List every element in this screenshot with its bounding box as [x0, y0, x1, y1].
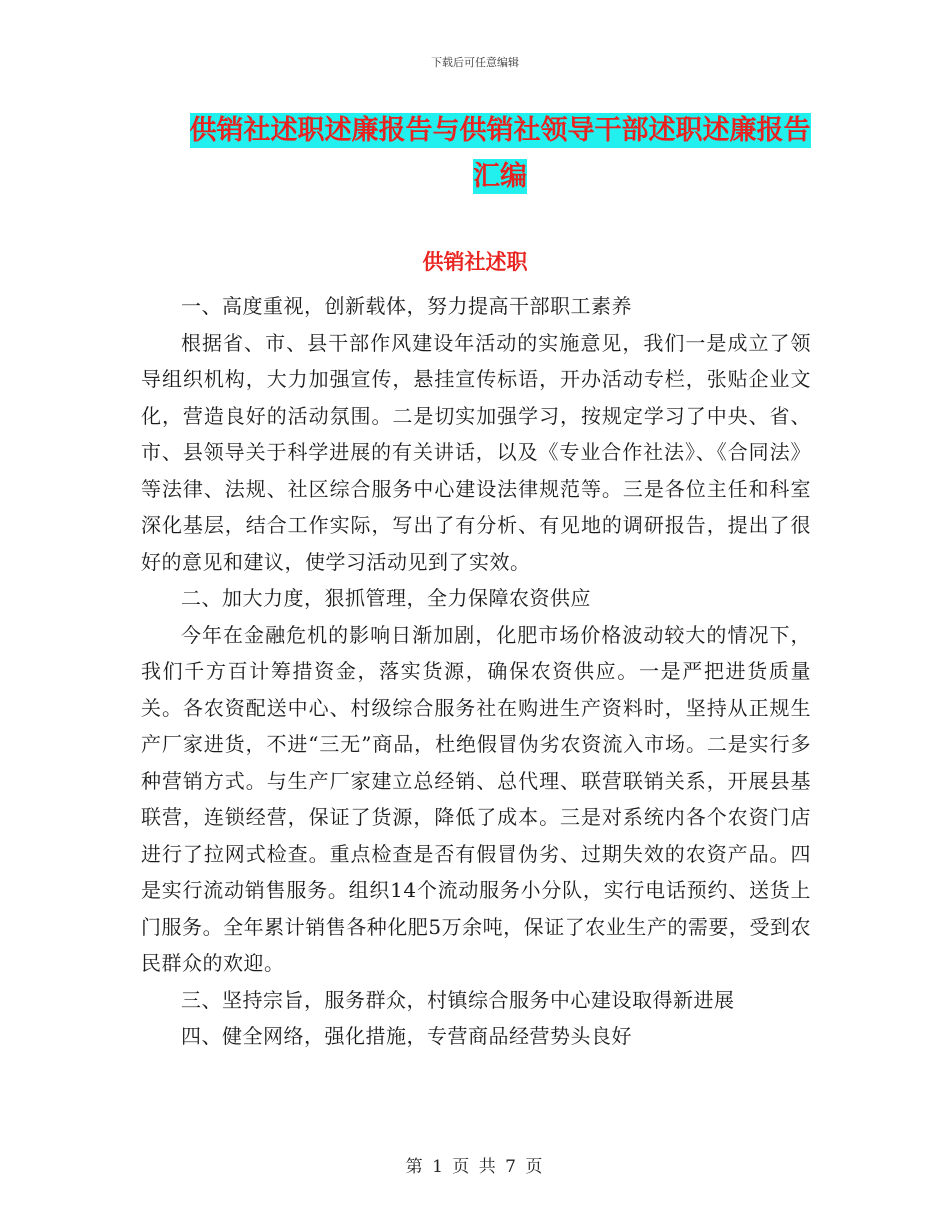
- document-title: [180, 108, 820, 200]
- paragraph-heading-4: 四、健全网络，强化措施，专营商品经营势头良好: [181, 1024, 632, 1048]
- section-title: 供销社述职: [422, 250, 528, 274]
- document-title-text: 供销社述职述廉报告与供销社领导干部述职述廉报告汇编: [189, 115, 811, 192]
- paragraph-heading-2: 二、加大力度，狠抓管理，全力保障农资供应: [181, 586, 591, 610]
- paragraph-heading-3: 三、坚持宗旨，服务群众，村镇综合服务中心建设取得新进展: [181, 987, 735, 1012]
- paragraph-2: 今年在金融危机的影响日渐加剧，化肥市场价格波动较大的情况下，我们千方百计筹措资金，落实货源，确保农资供应。一是严把进货质量关。各农资配送中心、村级综合服务社在购进生产资料时，坚持从正规生产厂家进货，不进“三无”商品，杜绝假冒伪劣农资流入市场。二是实行多种营销方式。与生产厂家建立总经销、总代理、联营联销关系，开展县基联营，连锁经营，保证了货源，降低了成本。三是对系统内各个农资门店进行了拉网式检查。重点检查是否有假冒伪劣、过期失效的农资产品。四是实行流动销售服务。组织14个流动服务小分队，实行电话预约、送货上门服务。全年累计销售各种化肥5万余吨，保证了农业生产的需要，受到农民群众的欢迎。: [141, 622, 811, 975]
- page-header: 下载后可任意编辑: [431, 56, 519, 69]
- document-body: [141, 288, 811, 1055]
- page-footer: 第 1 页 共 7 页: [405, 1157, 545, 1177]
- paragraph-1: 根据省、市、县干部作风建设年活动的实施意见，我们一是成立了领导组织机构，大力加强宣传，悬挂宣传标语，开办活动专栏，张贴企业文化，营造良好的活动氛围。二是切实加强学习，按规定学习了中央、省、市、县领导关于科学进展的有关讲话，以及《专业合作社法》、《合同法》等法律、法规、社区综合服务中心建设法律规范等。三是各位主任和科室深化基层，结合工作实际，写出了有分析、有见地的调研报告，提出了很好的意见和建议，使学习活动见到了实效。: [141, 330, 811, 574]
- paragraph-heading-1: 一、高度重视，创新载体，努力提高干部职工素养: [181, 294, 632, 318]
